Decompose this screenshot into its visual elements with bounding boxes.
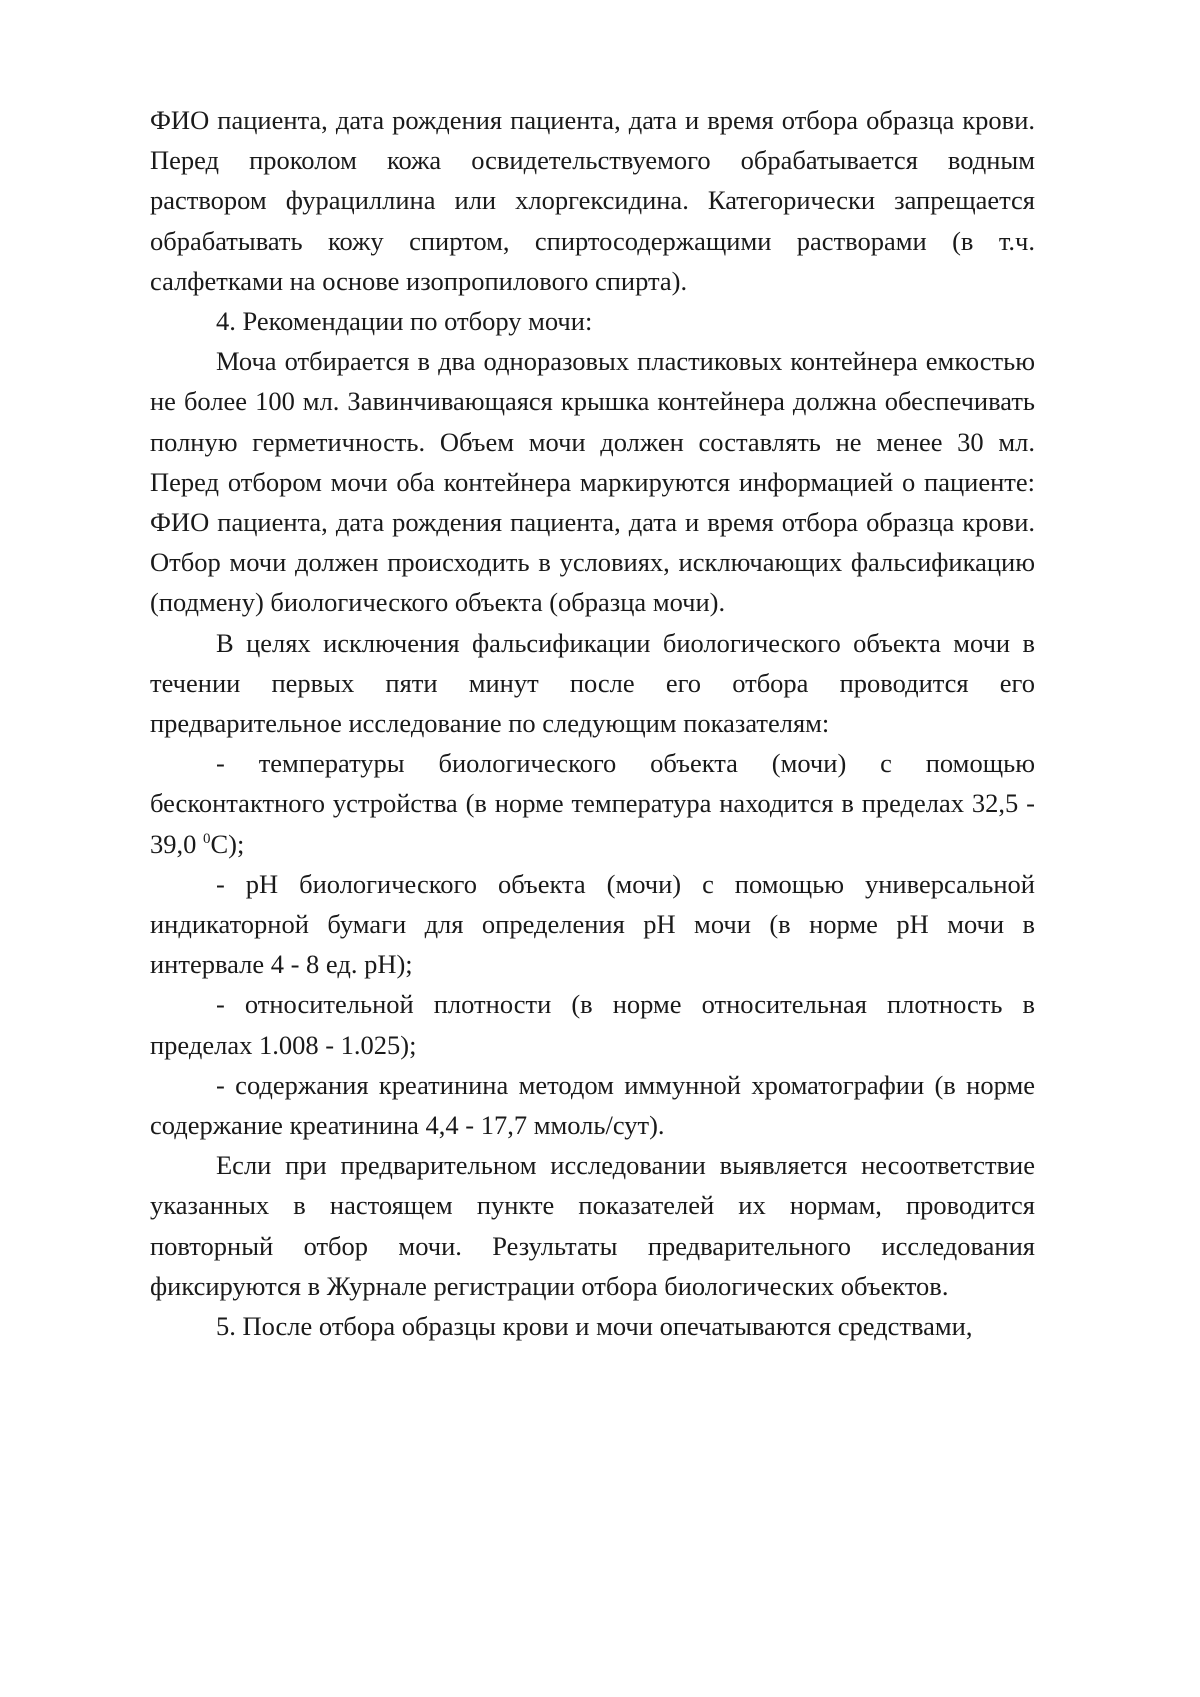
paragraph-falsification-check: В целях исключения фальсификации биологического объекта мочи в течении первых пяти минут после его отбора проводится его предварительное исследование по следующим показателям:: [150, 627, 1035, 739]
list-item-temperature: [150, 743, 1035, 864]
section-4-heading: 4. Рекомендации по отбору мочи:: [216, 306, 593, 337]
paragraph-blood-sampling-end: ФИО пациента, дата рождения пациента, дата и время отбора образца крови. Перед проколом кожа освидетельствуемого обрабатывается водным раствором фурациллина или хлоргексидина. Категорически запрещается обрабатывать кожу спиртом, спиртосодержащими растворами (в т.ч. салфетками на основе изопропилового спирта).: [150, 105, 1035, 296]
list-item-creatinine: - содержания креатинина методом иммунной хроматографии (в норме содержание креатинина 4,4 - 17,7 ммоль/сут).: [150, 1069, 1035, 1141]
paragraph-repeat-sampling: Если при предварительном исследовании выявляется несоответствие указанных в настоящем пункте показателей их нормам, проводится повторный отбор мочи. Результаты предварительного исследования фиксируются в Журнале регистрации отбора биологических объектов.: [150, 1150, 1035, 1301]
temperature-unit: C);: [210, 828, 245, 859]
section-5-start: 5. После отбора образцы крови и мочи опечатываются средствами,: [216, 1311, 973, 1342]
list-item-ph: - pH биологического объекта (мочи) с помощью универсальной индикаторной бумаги для определения pH мочи (в норме pH мочи в интервале 4 - 8 ед. pH);: [150, 868, 1035, 980]
paragraph-urine-collection: Моча отбирается в два одноразовых пластиковых контейнера емкостью не более 100 мл. Завинчивающаяся крышка контейнера должна обеспечивать полную герметичность. Объем мочи должен составлять не менее 30 мл. Перед отбором мочи оба контейнера маркируются информацией о пациенте: ФИО пациента, дата рождения пациента, дата и время отбора образца крови. Отбор мочи должен происходить в условиях, исключающих фальсификацию (подмену) биологического объекта (образца мочи).: [150, 346, 1035, 618]
document-body: [150, 100, 1035, 1346]
temperature-text: - температуры биологического объекта (мочи) с помощью бесконтактного устройства (в норме температура находится в пределах 32,5 - 39,0: [150, 748, 1035, 859]
degree-superscript: 0: [203, 830, 211, 847]
list-item-density: - относительной плотности (в норме относительная плотность в пределах 1.008 - 1.025);: [150, 989, 1035, 1060]
